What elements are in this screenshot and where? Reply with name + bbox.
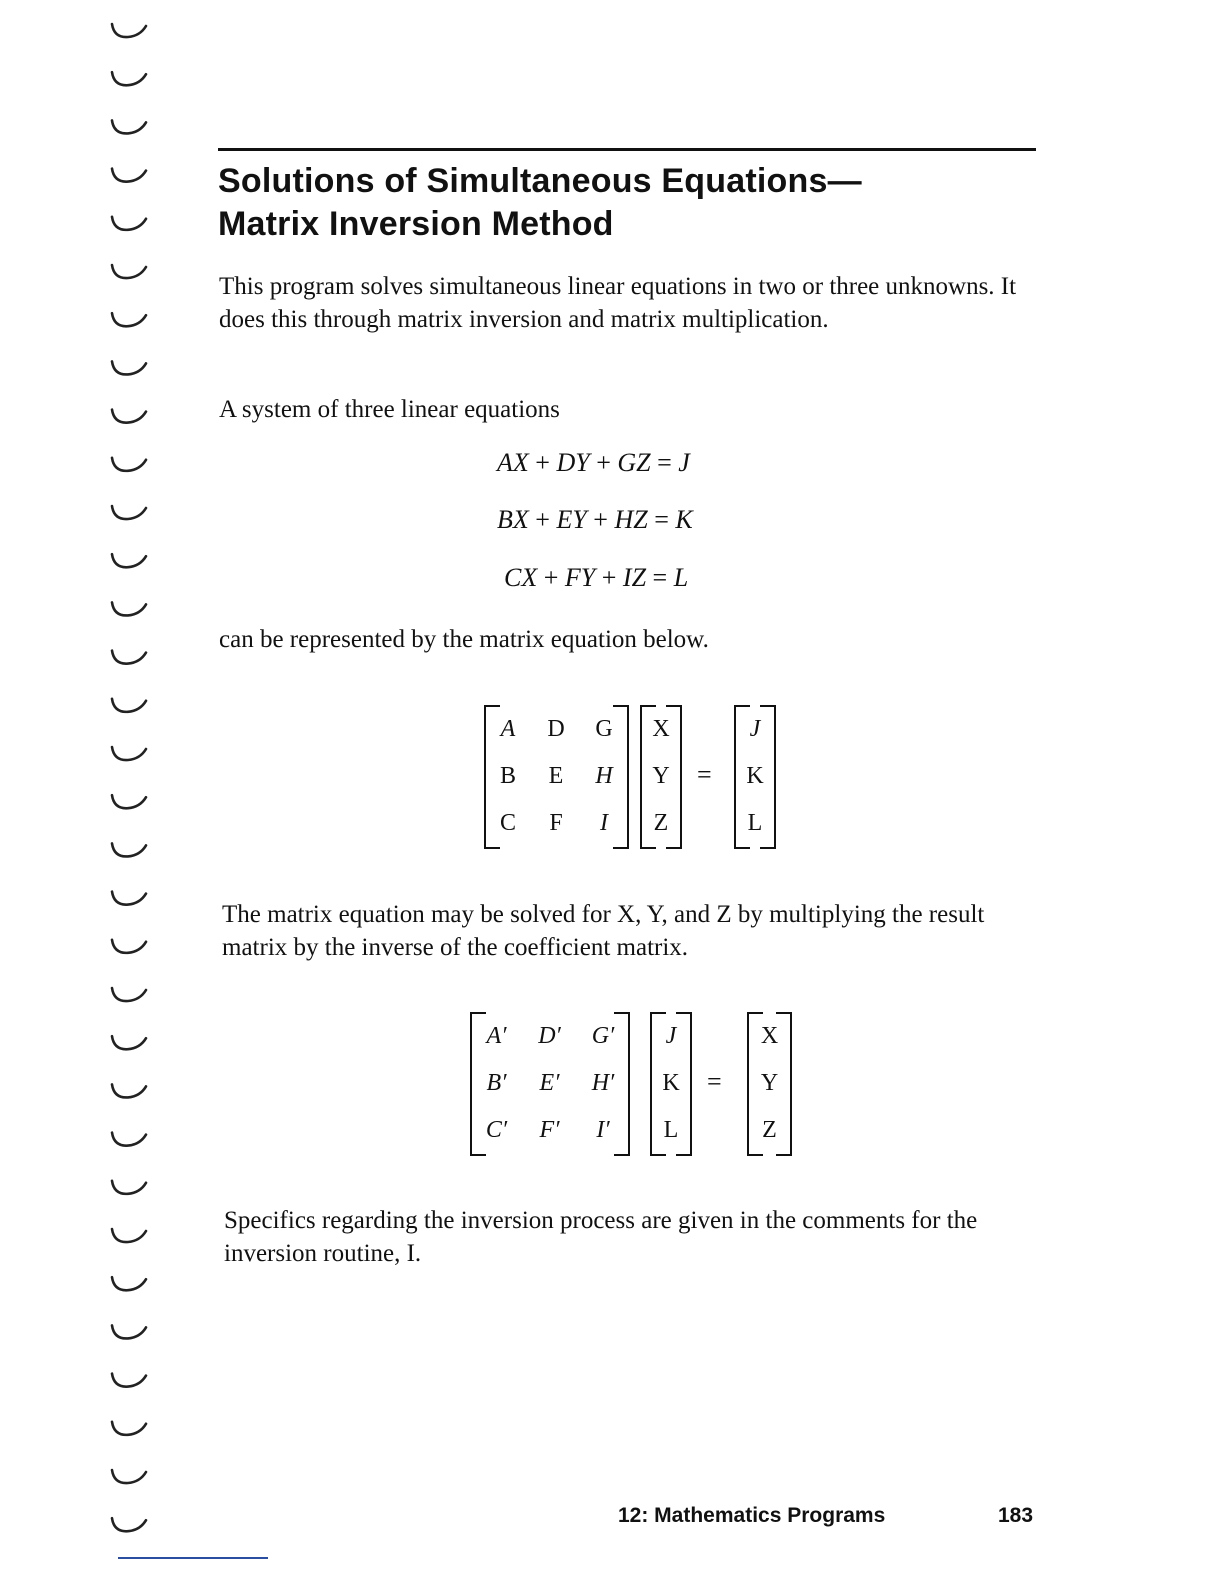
matrix-cell: C bbox=[499, 810, 516, 836]
binding-ring-icon bbox=[112, 72, 146, 85]
binding-ring-icon bbox=[112, 120, 146, 133]
binding-ring-icon bbox=[112, 940, 146, 953]
binding-ring-icon bbox=[112, 1470, 146, 1483]
binding-ring-icon bbox=[112, 892, 146, 905]
matrix-cell: B′ bbox=[486, 1070, 507, 1096]
matrix-cell: G bbox=[595, 716, 613, 742]
footer-chapter: 12: Mathematics Programs bbox=[618, 1504, 886, 1527]
binding-ring-icon bbox=[112, 24, 146, 37]
matrix-cell: I′ bbox=[596, 1117, 610, 1143]
matrix-cell: A′ bbox=[486, 1023, 507, 1049]
binding-ring-icon bbox=[112, 458, 146, 471]
matrix-cell: F bbox=[549, 810, 563, 836]
page-number: 183 bbox=[998, 1504, 1034, 1527]
vector-cell: K bbox=[662, 1070, 680, 1096]
matrix-cell: E′ bbox=[539, 1070, 560, 1096]
system-intro: A system of three linear equations bbox=[219, 396, 560, 423]
matrix-cell: E bbox=[548, 763, 564, 789]
matrix-cell: H′ bbox=[591, 1070, 615, 1096]
binding-ring-icon bbox=[112, 410, 146, 423]
result-vector bbox=[734, 706, 776, 848]
eq2-term3: HZ bbox=[614, 505, 648, 534]
binding-ring-icon bbox=[112, 361, 146, 374]
matrix-cell: I bbox=[600, 810, 608, 836]
solution-vector bbox=[747, 1013, 792, 1155]
equation-1: AX + DY + GZ = J bbox=[497, 448, 690, 477]
binding-ring-icon bbox=[112, 843, 146, 856]
eq2-term1: BX bbox=[497, 505, 529, 534]
binding-ring-icon bbox=[112, 747, 146, 760]
binding-ring-icon bbox=[112, 554, 146, 567]
inverse-matrix bbox=[470, 1013, 630, 1155]
matrix-cell: F′ bbox=[539, 1117, 560, 1143]
vector-cell: X bbox=[652, 716, 670, 742]
vector-cell: Y bbox=[760, 1070, 779, 1096]
binding-ring-icon bbox=[112, 988, 146, 1001]
eq1-rhs: J bbox=[678, 448, 690, 477]
binding-ring-icon bbox=[112, 1181, 146, 1194]
vector-cell: L bbox=[747, 810, 763, 836]
binding-ring-icon bbox=[112, 169, 146, 182]
binding-ring-icon bbox=[112, 1229, 146, 1242]
represented-text: can be represented by the matrix equation below. bbox=[219, 626, 709, 653]
eq3-term2: FY bbox=[564, 563, 596, 592]
matrix-cell: H bbox=[595, 763, 613, 789]
binding-ring-icon bbox=[112, 1277, 146, 1290]
vector-cell: L bbox=[663, 1117, 679, 1143]
title-line-1: Solutions of Simultaneous Equations— bbox=[218, 162, 862, 200]
binding-ring-icon bbox=[112, 265, 146, 278]
eq3-rhs: L bbox=[673, 563, 689, 592]
result-vector-2 bbox=[650, 1013, 692, 1155]
eq2-rhs: K bbox=[675, 505, 693, 534]
matrix-cell: A bbox=[500, 716, 516, 742]
matrix-cell: D′ bbox=[538, 1023, 561, 1049]
title-line-2: Matrix Inversion Method bbox=[218, 205, 614, 243]
intro-paragraph: This program solves simultaneous linear equations in two or three unknowns. It does this through matrix inversion and matrix multiplication. bbox=[219, 273, 1017, 333]
binding-ring-icon bbox=[112, 1518, 146, 1531]
binding-ring-icon bbox=[112, 651, 146, 664]
equation-3: CX + FY + IZ = L bbox=[504, 563, 689, 592]
binding-ring-icon bbox=[112, 1084, 146, 1097]
solve-paragraph: The matrix equation may be solved for X, Y, and Z by multiplying the result matrix by the inverse of the coefficient matrix. bbox=[222, 901, 985, 961]
vector-cell: Z bbox=[762, 1117, 777, 1143]
vector-cell: K bbox=[746, 763, 764, 789]
binding-ring-icon bbox=[112, 795, 146, 808]
binding-ring-icon bbox=[112, 217, 146, 230]
page-title bbox=[218, 160, 862, 246]
binding-ring-icon bbox=[112, 506, 146, 519]
title-rule bbox=[218, 148, 1036, 151]
matrix-cell: D bbox=[547, 716, 565, 742]
binding-ring-icon bbox=[112, 313, 146, 326]
equals-sign: = bbox=[697, 760, 712, 789]
binding-rings-icon bbox=[108, 18, 158, 1568]
vector-cell: Z bbox=[653, 810, 669, 836]
binding-ring-icon bbox=[112, 1374, 146, 1387]
vector-cell: Y bbox=[652, 763, 670, 789]
binding-ring-icon bbox=[112, 699, 146, 712]
equals-sign-2: = bbox=[707, 1067, 722, 1096]
eq1-term3: GZ bbox=[617, 448, 651, 477]
binding-ring-icon bbox=[112, 1133, 146, 1146]
eq1-term1: AX bbox=[497, 448, 529, 477]
binding-ring-icon bbox=[112, 1036, 146, 1049]
bottom-edge-line bbox=[118, 1557, 268, 1559]
vector-cell: J bbox=[665, 1023, 677, 1049]
matrix-cell: B bbox=[499, 763, 516, 789]
vector-cell: X bbox=[760, 1023, 779, 1049]
spiral-binding bbox=[108, 18, 158, 1568]
equation-2: BX + EY + HZ = K bbox=[497, 505, 693, 534]
binding-ring-icon bbox=[112, 1422, 146, 1435]
coefficient-matrix bbox=[484, 706, 629, 848]
vector-cell: J bbox=[749, 716, 761, 742]
eq2-term2: EY bbox=[556, 505, 587, 534]
eq3-term1: CX bbox=[504, 563, 538, 592]
matrix-cell: G′ bbox=[591, 1023, 615, 1049]
eq1-term2: DY bbox=[556, 448, 590, 477]
binding-ring-icon bbox=[112, 1325, 146, 1338]
specifics-paragraph: Specifics regarding the inversion process are given in the comments for the inversion routine, I. bbox=[224, 1207, 978, 1267]
eq3-term3: IZ bbox=[622, 563, 647, 592]
binding-ring-icon bbox=[112, 602, 146, 615]
matrix-cell: C′ bbox=[485, 1117, 508, 1143]
variable-vector bbox=[640, 706, 682, 848]
